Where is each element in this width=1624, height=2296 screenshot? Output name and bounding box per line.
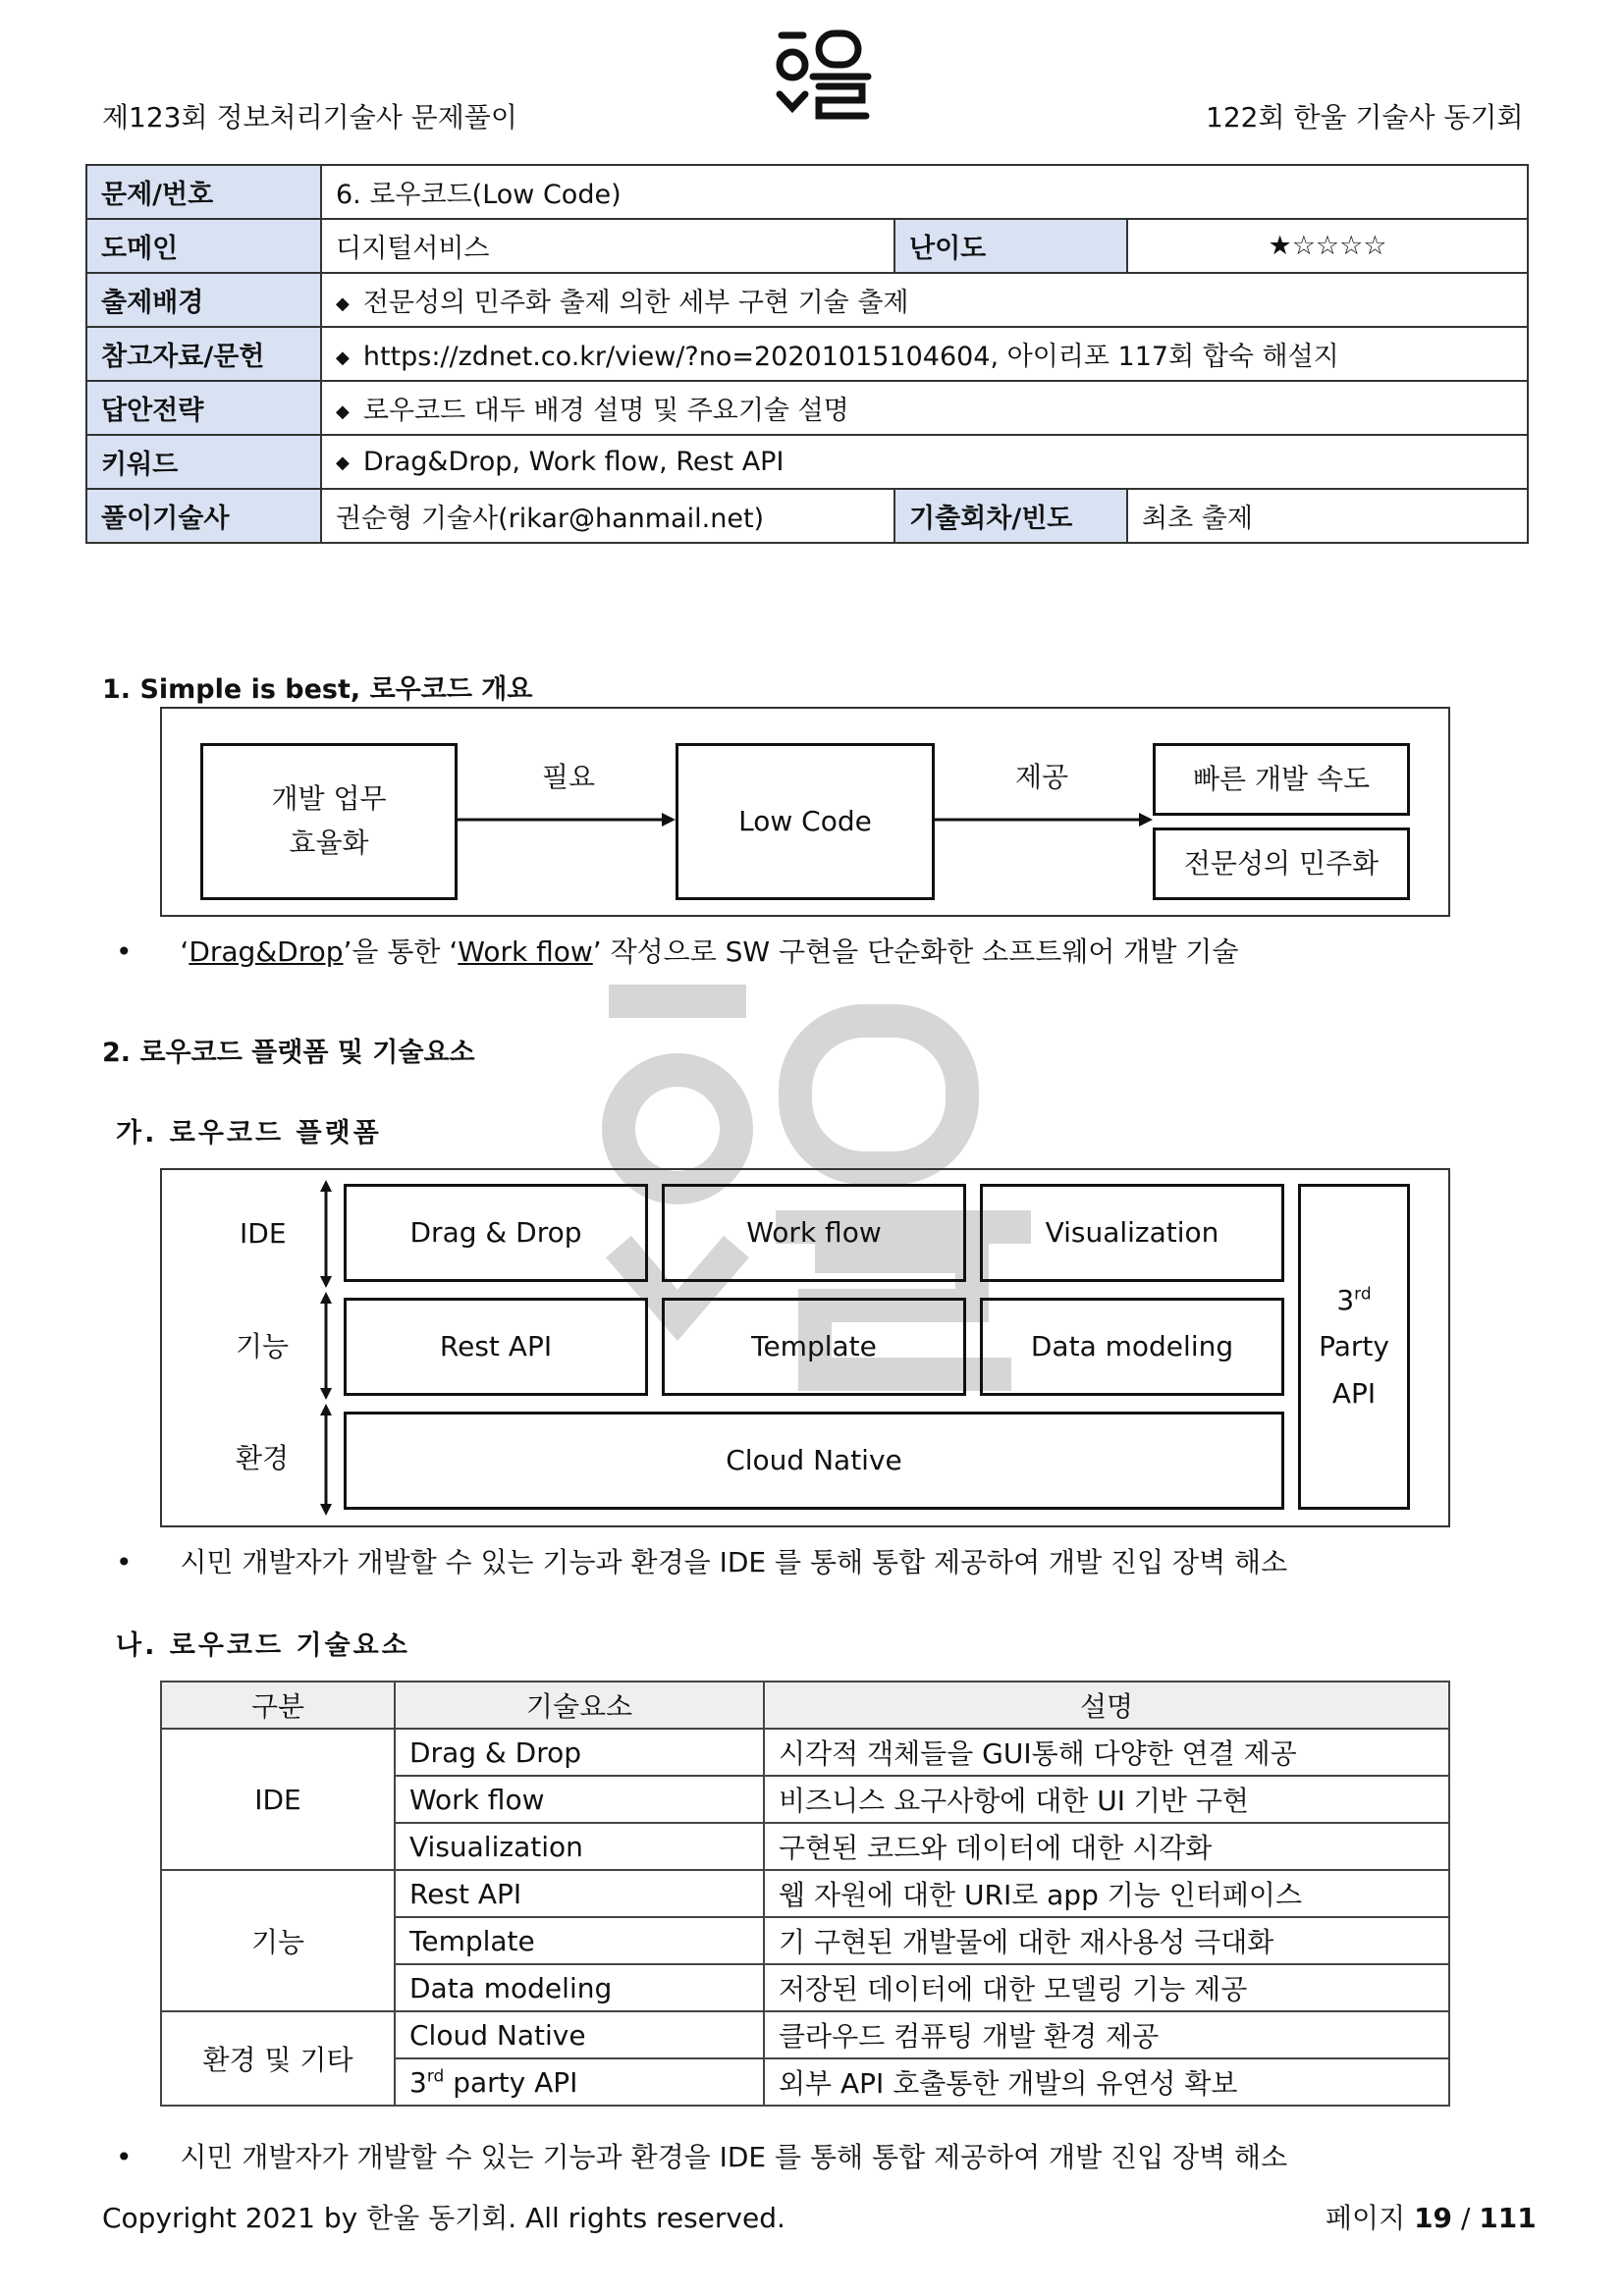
- diamond-bullet-icon: ◆: [336, 401, 350, 422]
- group-cell: IDE: [161, 1729, 395, 1870]
- footer-copyright: Copyright 2021 by 한울 동기회. All rights reserved.: [102, 2202, 785, 2234]
- table-row: [161, 2011, 1449, 2058]
- desc-cell: 구현된 코드와 데이터에 대한 시각화: [764, 1823, 1449, 1870]
- overview-arrows: [458, 805, 1155, 834]
- freq-value: 최초 출제: [1127, 489, 1528, 543]
- strategy-value: 로우코드 대두 배경 설명 및 주요기술 설명: [362, 396, 849, 426]
- desc-cell: 시각적 객체들을 GUI통해 다양한 연결 제공: [764, 1729, 1449, 1776]
- desc-cell: 기 구현된 개발물에 대한 재사용성 극대화: [764, 1917, 1449, 1964]
- section2-title: 2. 로우코드 플랫폼 및 기술요소: [102, 1038, 475, 1068]
- element-cell: Template: [395, 1917, 764, 1964]
- element-cell: Drag & Drop: [395, 1729, 764, 1776]
- difficulty-stars: ★☆☆☆☆: [1127, 219, 1528, 273]
- group-cell: 기능: [161, 1870, 395, 2011]
- keyword-cell: [321, 435, 1528, 489]
- element-cell: Visualization: [395, 1823, 764, 1870]
- problem-value: 6. 로우코드(Low Code): [321, 165, 1528, 219]
- layer-label-function: 기능: [236, 1330, 290, 1362]
- table-row: [161, 1729, 1449, 1776]
- desc-cell: 외부 API 호출통한 개발의 유연성 확보: [764, 2058, 1449, 2106]
- table-header: 구분: [161, 1682, 395, 1729]
- box-dev-efficiency: 개발 업무 효율화: [200, 743, 458, 900]
- group-cell: 환경 및 기타: [161, 2011, 395, 2106]
- page-current: 19: [1414, 2202, 1453, 2234]
- box-3rd-party-api: [1298, 1184, 1410, 1510]
- refs-label: 참고자료/문헌: [86, 327, 321, 381]
- box-rest-api: Rest API: [344, 1298, 648, 1396]
- section1-title: 1. Simple is best, 로우코드 개요: [102, 674, 533, 705]
- background-cell: [321, 273, 1528, 327]
- header-right: 122회 한울 기술사 동기회: [1206, 101, 1524, 133]
- diamond-bullet-icon: ◆: [336, 347, 350, 368]
- strategy-label: 답안전략: [86, 381, 321, 435]
- table-row: [161, 1870, 1449, 1917]
- tech-elements-table: [160, 1681, 1450, 2107]
- element-cell: Data modeling: [395, 1964, 764, 2011]
- page-total: 111: [1479, 2202, 1537, 2234]
- box-visualization: Visualization: [980, 1184, 1284, 1282]
- keyword-value: Drag&Drop, Work flow, Rest API: [362, 447, 785, 477]
- box-data-modeling: Data modeling: [980, 1298, 1284, 1396]
- diamond-bullet-icon: ◆: [336, 453, 350, 473]
- bullet-dot: •: [116, 1546, 133, 1578]
- domain-value: 디지털서비스: [321, 219, 894, 273]
- box-low-code: Low Code: [676, 743, 935, 900]
- bullet-dot: •: [116, 2141, 133, 2173]
- keyword-label: 키워드: [86, 435, 321, 489]
- overview-bullet: • ‘Drag&Drop’을 통한 ‘Work flow’ 작성으로 SW 구현을 단순화한 소프트웨어 개발 기술: [116, 935, 1239, 968]
- box-work-flow: Work flow: [662, 1184, 966, 1282]
- box-democratization: 전문성의 민주화: [1153, 828, 1410, 900]
- strategy-cell: [321, 381, 1528, 435]
- party-line1: 3rd: [1336, 1283, 1372, 1316]
- box-fast-dev: 빠른 개발 속도: [1153, 743, 1410, 816]
- element-cell: Cloud Native: [395, 2011, 764, 2058]
- arrow-label-need: 필요: [542, 761, 596, 793]
- refs-value: https://zdnet.co.kr/view/?no=20201015104604, 아이리포 117회 합숙 해설지: [362, 342, 1339, 372]
- author-value: 권순형 기술사(rikar@hanmail.net): [321, 489, 894, 543]
- freq-label: 기출회차/빈도: [894, 489, 1127, 543]
- desc-cell: 클라우드 컴퓨팅 개발 환경 제공: [764, 2011, 1449, 2058]
- footer-page: 페이지 19 / 111: [1326, 2202, 1537, 2234]
- layer-label-environment: 환경: [236, 1442, 290, 1474]
- background-label: 출제배경: [86, 273, 321, 327]
- subsection-b-title: 나. 로우코드 기술요소: [116, 1630, 410, 1661]
- background-value: 전문성의 민주화 출제 의한 세부 구현 기술 출제: [362, 288, 909, 318]
- box-cloud-native: Cloud Native: [344, 1412, 1284, 1510]
- box-drag-drop: Drag & Drop: [344, 1184, 648, 1282]
- platform-bullet: • 시민 개발자가 개발할 수 있는 기능과 환경을 IDE 를 통해 통합 제공하여 개발 진입 장벽 해소: [116, 1546, 1288, 1578]
- refs-cell: [321, 327, 1528, 381]
- domain-label: 도메인: [86, 219, 321, 273]
- party-line3: API: [1331, 1376, 1377, 1410]
- table-header: 기술요소: [395, 1682, 764, 1729]
- table-header: 설명: [764, 1682, 1449, 1729]
- desc-cell: 저장된 데이터에 대한 모델링 기능 제공: [764, 1964, 1449, 2011]
- table-header-row: [161, 1682, 1449, 1729]
- element-cell: 3rd party API: [395, 2058, 764, 2106]
- box-template: Template: [662, 1298, 966, 1396]
- arrow-label-provide: 제공: [1015, 761, 1069, 793]
- elements-bullet: • 시민 개발자가 개발할 수 있는 기능과 환경을 IDE 를 통해 통합 제공하여 개발 진입 장벽 해소: [116, 2141, 1288, 2173]
- layer-arrows: [312, 1178, 340, 1522]
- element-cell: Work flow: [395, 1776, 764, 1823]
- layer-label-ide: IDE: [240, 1217, 287, 1250]
- problem-label: 문제/번호: [86, 165, 321, 219]
- difficulty-label: 난이도: [894, 219, 1127, 273]
- author-label: 풀이기술사: [86, 489, 321, 543]
- hanul-logo: [768, 26, 876, 132]
- diamond-bullet-icon: ◆: [336, 294, 350, 314]
- party-line2: Party: [1319, 1330, 1389, 1363]
- element-cell: Rest API: [395, 1870, 764, 1917]
- subsection-a-title: 가. 로우코드 플랫폼: [116, 1118, 382, 1148]
- desc-cell: 웹 자원에 대한 URI로 app 기능 인터페이스: [764, 1870, 1449, 1917]
- bullet-dot: •: [116, 935, 133, 968]
- header-left: 제123회 정보처리기술사 문제풀이: [102, 101, 517, 133]
- problem-info-table: [85, 164, 1529, 544]
- desc-cell: 비즈니스 요구사항에 대한 UI 기반 구현: [764, 1776, 1449, 1823]
